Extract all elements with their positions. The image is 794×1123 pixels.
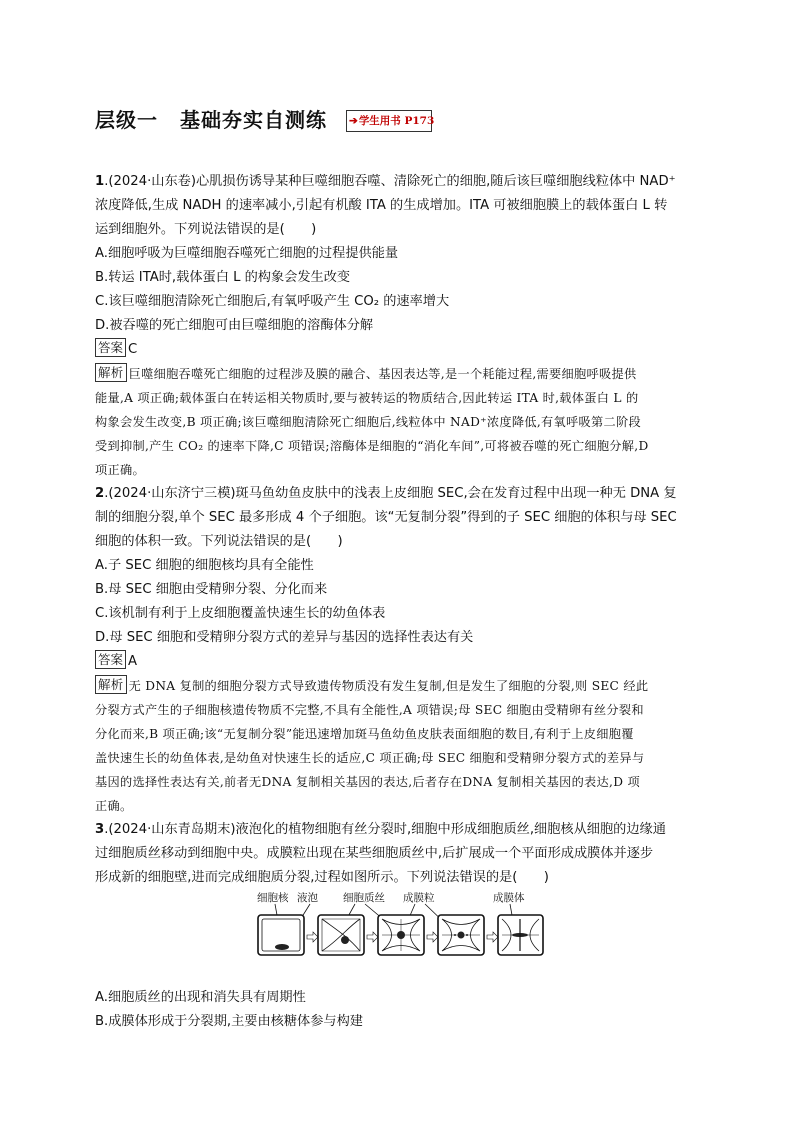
arrow-icon: ➔ [349, 115, 358, 127]
q1-stem-line: 运到细胞外。下列说法错误的是( ) [95, 222, 317, 237]
answer-tag: 答案 [95, 650, 126, 669]
q2-option-c: C.该机制有利于上皮细胞覆盖快速生长的幼鱼体表 [95, 606, 386, 621]
q1-answer [95, 338, 695, 362]
q2-explanation-line: 基因的选择性表达有关,前者无DNA 复制相关基因的表达,后者存在DNA 复制相关基因的表达,D 项 [95, 775, 640, 789]
label-nucleus: 细胞核 [257, 892, 289, 904]
q2-explanation-line: 盖快速生长的幼鱼体表,是幼鱼对快速生长的适应,C 项正确;母 SEC 细胞和受精卵分裂方式的差异与 [95, 751, 645, 765]
section-level: 层级一 [95, 108, 158, 132]
explanation-tag: 解析 [95, 363, 127, 382]
q2-stem-line: 制的细胞分裂,单个 SEC 最多形成 4 个子细胞。该“无复制分裂”得到的子 SEC 细胞的体积与母 SEC [95, 510, 677, 525]
label-cytoplasmic-strand: 细胞质丝 [343, 892, 385, 904]
answer-tag: 答案 [95, 338, 126, 357]
q1-option-a: A.细胞呼吸为巨噬细胞吞噬死亡细胞的过程提供能量 [95, 246, 399, 261]
arrow-icon [307, 932, 318, 942]
q2-answer [95, 650, 695, 674]
q1-option-d: D.被吞噬的死亡细胞可由巨噬细胞的溶酶体分解 [95, 318, 374, 333]
q2-option-d: D.母 SEC 细胞和受精卵分裂方式的差异与基因的选择性表达有关 [95, 630, 474, 645]
q2-option-b: B.母 SEC 细胞由受精卵分裂、分化而来 [95, 582, 328, 597]
q2-option-a: A.子 SEC 细胞的细胞核均具有全能性 [95, 558, 314, 573]
q1-explanation-line: 构象会发生改变,B 项正确;该巨噬细胞清除死亡细胞后,线粒体中 NAD⁺浓度降低,有氧呼吸第二阶段 [95, 415, 641, 429]
q2-explanation-line: 分裂方式产生的子细胞核遗传物质不完整,不具有全能性,A 项错误;母 SEC 细胞由受精卵有丝分裂和 [95, 703, 644, 717]
cell-stage-1 [258, 915, 304, 955]
q2-explanation-line: 分化而来,B 项正确;该“无复制分裂”能迅速增加斑马鱼幼鱼皮肤表面细胞的数目,有利于上皮细胞覆 [95, 727, 634, 741]
arrow-icon [367, 932, 378, 942]
label-phragmosome: 成膜粒 [403, 892, 435, 904]
q3-stem-line: 形成新的细胞壁,进而完成细胞质分裂,过程如图所示。下列说法错误的是( ) [95, 870, 549, 885]
arrow-icon [487, 932, 498, 942]
q1-explanation-line: 项正确。 [95, 463, 145, 477]
q1-stem-line: 1.(2024·山东卷)心肌损伤诱导某种巨噬细胞吞噬、清除死亡的细胞,随后该巨噬细胞线粒体中 NAD⁺ [95, 174, 676, 189]
cytokinesis-figure [255, 890, 545, 960]
label-vacuole: 液泡 [297, 892, 318, 904]
q2-stem-line: 细胞的体积一致。下列说法错误的是( ) [95, 534, 343, 549]
q3-option-b: B.成膜体形成于分裂期,主要由核糖体参与构建 [95, 1014, 363, 1029]
q1-answer-value: C [128, 342, 138, 357]
section-title: 基础夯实自测练 [180, 108, 327, 132]
q1-explanation-line: 解析 巨噬细胞吞噬死亡细胞的过程涉及膜的融合、基因表达等,是一个耗能过程,需要细胞呼吸提供 [95, 362, 695, 386]
q3-option-a: A.细胞质丝的出现和消失具有周期性 [95, 990, 306, 1005]
q1-option-b: B.转运 ITA时,载体蛋白 L 的构象会发生改变 [95, 270, 351, 285]
section-heading [95, 104, 327, 133]
textbook-reference-label: 学生用书 P173 [358, 115, 435, 127]
q3-number: 3 [95, 822, 105, 837]
textbook-reference-badge [346, 110, 435, 132]
q1-number: 1 [95, 174, 105, 189]
cell-stage-4 [438, 915, 484, 955]
q1-explanation-line: 能量,A 项正确;载体蛋白在转运相关物质时,要与被转运的物质结合,因此转运 ITA 时,载体蛋白 L 的 [95, 391, 639, 405]
q3-stem-line: 3.(2024·山东青岛期末)液泡化的植物细胞有丝分裂时,细胞中形成细胞质丝,细胞核从细胞的边缘通 [95, 822, 666, 837]
q2-explanation-line: 正确。 [95, 799, 133, 813]
label-phragmoplast: 成膜体 [493, 892, 525, 904]
cell-stage-5 [498, 915, 543, 955]
q3-stem-line: 过细胞质丝移动到细胞中央。成膜粒出现在某些细胞质丝中,后扩展成一个平面形成成膜体并逐步 [95, 846, 654, 861]
q2-number: 2 [95, 486, 105, 501]
explanation-tag: 解析 [95, 675, 127, 694]
q2-answer-value: A [128, 654, 138, 669]
q2-explanation-line: 解析 无 DNA 复制的细胞分裂方式导致遗传物质没有发生复制,但是发生了细胞的分裂,则 SEC 经此 [95, 674, 695, 698]
cell-stage-2 [318, 915, 364, 955]
q1-explanation-line: 受到抑制,产生 CO₂ 的速率下降,C 项错误;溶酶体是细胞的“消化车间”,可将被吞噬的死亡细胞分解,D [95, 439, 649, 453]
arrow-icon [427, 932, 438, 942]
q2-stem-line: 2.(2024·山东济宁三模)斑马鱼幼鱼皮肤中的浅表上皮细胞 SEC,会在发育过程中出现一种无 DNA 复 [95, 486, 677, 501]
q1-option-c: C.该巨噬细胞清除死亡细胞后,有氧呼吸产生 CO₂ 的速率增大 [95, 294, 450, 309]
cell-stage-3 [378, 915, 424, 955]
q1-stem-line: 浓度降低,生成 NADH 的速率减小,引起有机酸 ITA 的生成增加。ITA 可被细胞膜上的载体蛋白 L 转 [95, 198, 668, 213]
